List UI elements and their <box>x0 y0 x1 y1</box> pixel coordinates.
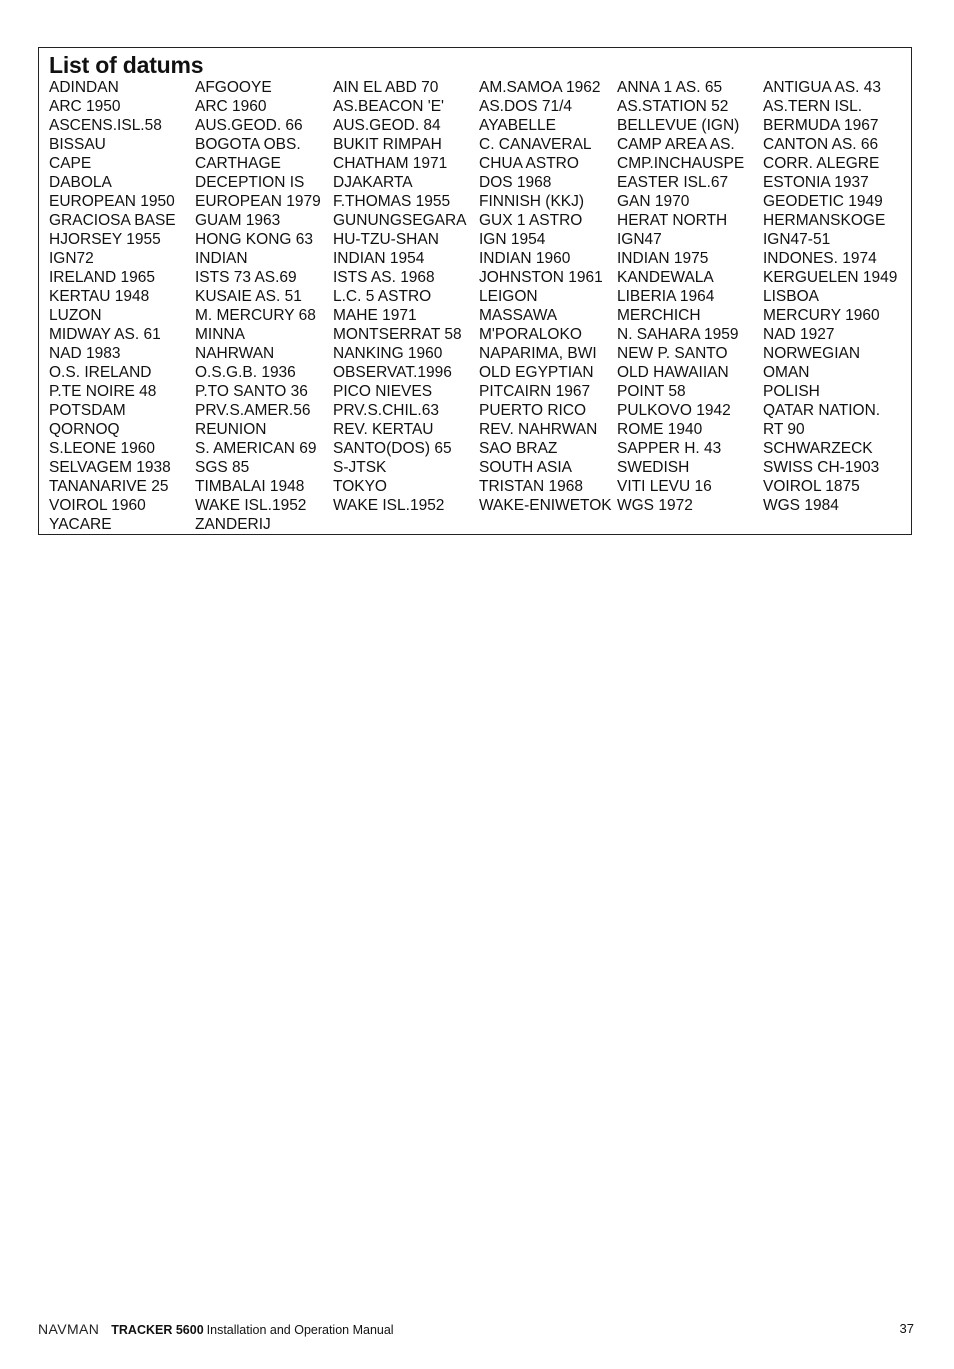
datum-entry: RT 90 <box>763 421 805 438</box>
datum-entry: O.S.G.B. 1936 <box>195 364 296 381</box>
datum-entry: ISTS AS. 1968 <box>333 269 435 286</box>
datum-row <box>49 325 903 344</box>
datum-entry: OBSERVAT.1996 <box>333 364 452 381</box>
datum-entry: HERAT NORTH <box>617 212 728 229</box>
datum-entry: REV. KERTAU <box>333 421 434 438</box>
datum-row <box>49 515 903 534</box>
datum-row <box>49 135 903 154</box>
datum-entry: M'PORALOKO <box>479 326 582 343</box>
datum-entry: AIN EL ABD 70 <box>333 79 439 96</box>
datum-row <box>49 268 903 287</box>
datum-entry: GRACIOSA BASE <box>49 212 176 229</box>
datum-entry: AFGOOYE <box>195 79 272 96</box>
datum-entry: QORNOQ <box>49 421 120 438</box>
datum-entry: AUS.GEOD. 66 <box>195 117 303 134</box>
datum-entry: ARC 1960 <box>195 98 267 115</box>
page-number: 37 <box>899 1321 914 1336</box>
datum-row <box>49 154 903 173</box>
datum-entry: HU-TZU-SHAN <box>333 231 439 248</box>
datum-entry: CHUA ASTRO <box>479 155 579 172</box>
datum-entry: SCHWARZECK <box>763 440 873 457</box>
datum-entry: HJORSEY 1955 <box>49 231 161 248</box>
datum-row <box>49 192 903 211</box>
datum-entry: AS.TERN ISL. <box>763 98 863 115</box>
manual-title: Installation and Operation Manual <box>206 1323 394 1337</box>
datum-entry: WGS 1972 <box>617 497 693 514</box>
datum-entry: NORWEGIAN <box>763 345 861 362</box>
datum-row <box>49 344 903 363</box>
datum-entry: AS.DOS 71/4 <box>479 98 573 115</box>
datum-entry: SELVAGEM 1938 <box>49 459 171 476</box>
datum-entry: LIBERIA 1964 <box>617 288 715 305</box>
datum-entry: WAKE ISL.1952 <box>195 497 307 514</box>
datum-entry: ASCENS.ISL.58 <box>49 117 162 134</box>
datum-entry: TANANARIVE 25 <box>49 478 169 495</box>
datum-row <box>49 420 903 439</box>
datum-entry: PRV.S.AMER.56 <box>195 402 311 419</box>
datum-row <box>49 287 903 306</box>
datum-entry: LEIGON <box>479 288 538 305</box>
datum-entry: NAHRWAN <box>195 345 275 362</box>
datum-entry: OLD EGYPTIAN <box>479 364 594 381</box>
datum-entry: SANTO(DOS) 65 <box>333 440 452 457</box>
datum-entry: INDIAN 1975 <box>617 250 709 267</box>
datum-row <box>49 496 903 515</box>
datum-entry: CMP.INCHAUSPE <box>617 155 745 172</box>
datum-entry: YACARE <box>49 516 112 533</box>
datum-entry: JOHNSTON 1961 <box>479 269 603 286</box>
datum-row <box>49 249 903 268</box>
datum-entry: O.S. IRELAND <box>49 364 152 381</box>
datum-entry: CORR. ALEGRE <box>763 155 880 172</box>
datum-entry: MIDWAY AS. 61 <box>49 326 161 343</box>
datum-entry: SGS 85 <box>195 459 250 476</box>
datum-row <box>49 97 903 116</box>
datum-entry: KERGUELEN 1949 <box>763 269 898 286</box>
datum-entry: OMAN <box>763 364 810 381</box>
datum-entry: EASTER ISL.67 <box>617 174 729 191</box>
datum-entry: S.LEONE 1960 <box>49 440 155 457</box>
datum-entry: IGN47-51 <box>763 231 831 248</box>
datum-entry: CARTHAGE <box>195 155 281 172</box>
datum-entry: IRELAND 1965 <box>49 269 155 286</box>
datum-entry: POINT 58 <box>617 383 686 400</box>
datum-entry: NEW P. SANTO <box>617 345 728 362</box>
datum-entry: ISTS 73 AS.69 <box>195 269 297 286</box>
datum-entry: CAMP AREA AS. <box>617 136 735 153</box>
datum-entry: P.TO SANTO 36 <box>195 383 308 400</box>
datum-row <box>49 382 903 401</box>
datum-entry: MINNA <box>195 326 245 343</box>
datum-entry: NAPARIMA, BWI <box>479 345 597 362</box>
datum-entry: NAD 1983 <box>49 345 121 362</box>
datum-entry: DJAKARTA <box>333 174 413 191</box>
datum-entry: DECEPTION IS <box>195 174 305 191</box>
datum-entry: PUERTO RICO <box>479 402 587 419</box>
datum-entry: HONG KONG 63 <box>195 231 313 248</box>
datum-entry: GUNUNGSEGARA <box>333 212 467 229</box>
datum-entry: C. CANAVERAL <box>479 136 592 153</box>
datum-entry: M. MERCURY 68 <box>195 307 316 324</box>
datum-entry: MERCHICH <box>617 307 701 324</box>
datum-entry: LUZON <box>49 307 102 324</box>
datum-entry: SOUTH ASIA <box>479 459 573 476</box>
datum-entry: TIMBALAI 1948 <box>195 478 305 495</box>
datum-entry: INDIAN 1954 <box>333 250 425 267</box>
datum-entry: POLISH <box>763 383 820 400</box>
datum-entry: BELLEVUE (IGN) <box>617 117 740 134</box>
datum-entry: AS.STATION 52 <box>617 98 729 115</box>
datum-entry: ESTONIA 1937 <box>763 174 869 191</box>
datum-entry: GUX 1 ASTRO <box>479 212 583 229</box>
datum-entry: S-JTSK <box>333 459 387 476</box>
datum-entry: BERMUDA 1967 <box>763 117 879 134</box>
datum-entry: BOGOTA OBS. <box>195 136 301 153</box>
datum-entry: ZANDERIJ <box>195 516 271 533</box>
datum-entry: KANDEWALA <box>617 269 714 286</box>
datum-entry: PRV.S.CHIL.63 <box>333 402 439 419</box>
datum-entry: MAHE 1971 <box>333 307 417 324</box>
datum-row <box>49 306 903 325</box>
datum-entry: WAKE-ENIWETOK <box>479 497 612 514</box>
datum-entry: AUS.GEOD. 84 <box>333 117 441 134</box>
datum-entry: POTSDAM <box>49 402 126 419</box>
datum-entry: HERMANSKOGE <box>763 212 886 229</box>
datum-entry: DOS 1968 <box>479 174 552 191</box>
datum-entry: GUAM 1963 <box>195 212 281 229</box>
datum-entry: CHATHAM 1971 <box>333 155 448 172</box>
datum-row <box>49 230 903 249</box>
footer <box>38 1320 394 1339</box>
datum-entry: SWEDISH <box>617 459 690 476</box>
datum-entry: VOIROL 1875 <box>763 478 860 495</box>
brand-logo: NAVMAN <box>38 1321 100 1337</box>
datum-entry: L.C. 5 ASTRO <box>333 288 432 305</box>
datum-entry: KUSAIE AS. 51 <box>195 288 302 305</box>
datum-list-box <box>38 47 912 535</box>
datum-entry: WGS 1984 <box>763 497 839 514</box>
datum-row <box>49 116 903 135</box>
datum-entry: IGN 1954 <box>479 231 546 248</box>
datum-entry: REUNION <box>195 421 267 438</box>
datum-entry: INDIAN <box>195 250 248 267</box>
datum-entry: ANTIGUA AS. 43 <box>763 79 882 96</box>
datum-entry: NAD 1927 <box>763 326 835 343</box>
datum-row <box>49 363 903 382</box>
datum-entry: REV. NAHRWAN <box>479 421 598 438</box>
datum-entry: WAKE ISL.1952 <box>333 497 445 514</box>
datum-entry: VOIROL 1960 <box>49 497 146 514</box>
datum-entry: SAO BRAZ <box>479 440 558 457</box>
datum-table <box>49 78 903 534</box>
datum-entry: CANTON AS. 66 <box>763 136 879 153</box>
datum-entry: INDIAN 1960 <box>479 250 571 267</box>
datum-row <box>49 439 903 458</box>
datum-entry: IGN72 <box>49 250 94 267</box>
datum-row <box>49 458 903 477</box>
datum-entry: MERCURY 1960 <box>763 307 880 324</box>
datum-entry: AYABELLE <box>479 117 556 134</box>
product-name: TRACKER 5600 <box>111 1323 204 1337</box>
datum-row <box>49 78 903 97</box>
datum-entry: CAPE <box>49 155 92 172</box>
datum-entry: F.THOMAS 1955 <box>333 193 451 210</box>
datum-entry: P.TE NOIRE 48 <box>49 383 157 400</box>
datum-entry: INDONES. 1974 <box>763 250 877 267</box>
datum-entry: BUKIT RIMPAH <box>333 136 442 153</box>
datum-entry: SWISS CH-1903 <box>763 459 880 476</box>
datum-entry: LISBOA <box>763 288 819 305</box>
datum-entry: PULKOVO 1942 <box>617 402 731 419</box>
datum-entry: DABOLA <box>49 174 112 191</box>
datum-entry: EUROPEAN 1950 <box>49 193 175 210</box>
datum-entry: TOKYO <box>333 478 387 495</box>
datum-entry: PICO NIEVES <box>333 383 433 400</box>
datum-entry: KERTAU 1948 <box>49 288 150 305</box>
datum-entry: SAPPER H. 43 <box>617 440 722 457</box>
datum-entry: S. AMERICAN 69 <box>195 440 317 457</box>
datum-row <box>49 211 903 230</box>
datum-entry: MASSAWA <box>479 307 558 324</box>
datum-entry: BISSAU <box>49 136 106 153</box>
datum-row <box>49 401 903 420</box>
datum-entry: PITCAIRN 1967 <box>479 383 591 400</box>
datum-entry: AS.BEACON 'E' <box>333 98 445 115</box>
datum-entry: IGN47 <box>617 231 662 248</box>
datum-entry: VITI LEVU 16 <box>617 478 712 495</box>
datum-entry: N. SAHARA 1959 <box>617 326 739 343</box>
datum-entry: GEODETIC 1949 <box>763 193 883 210</box>
datum-entry: AM.SAMOA 1962 <box>479 79 601 96</box>
datum-entry: QATAR NATION. <box>763 402 881 419</box>
datum-entry: ANNA 1 AS. 65 <box>617 79 723 96</box>
datum-entry: NANKING 1960 <box>333 345 443 362</box>
datum-entry: FINNISH (KKJ) <box>479 193 585 210</box>
page-title: List of datums <box>49 52 204 78</box>
datum-entry: GAN 1970 <box>617 193 690 210</box>
datum-entry: ROME 1940 <box>617 421 703 438</box>
datum-row <box>49 173 903 192</box>
datum-entry: ARC 1950 <box>49 98 121 115</box>
datum-entry: ADINDAN <box>49 79 119 96</box>
datum-entry: MONTSERRAT 58 <box>333 326 462 343</box>
datum-entry: OLD HAWAIIAN <box>617 364 729 381</box>
datum-entry: EUROPEAN 1979 <box>195 193 321 210</box>
datum-row <box>49 477 903 496</box>
datum-entry: TRISTAN 1968 <box>479 478 583 495</box>
